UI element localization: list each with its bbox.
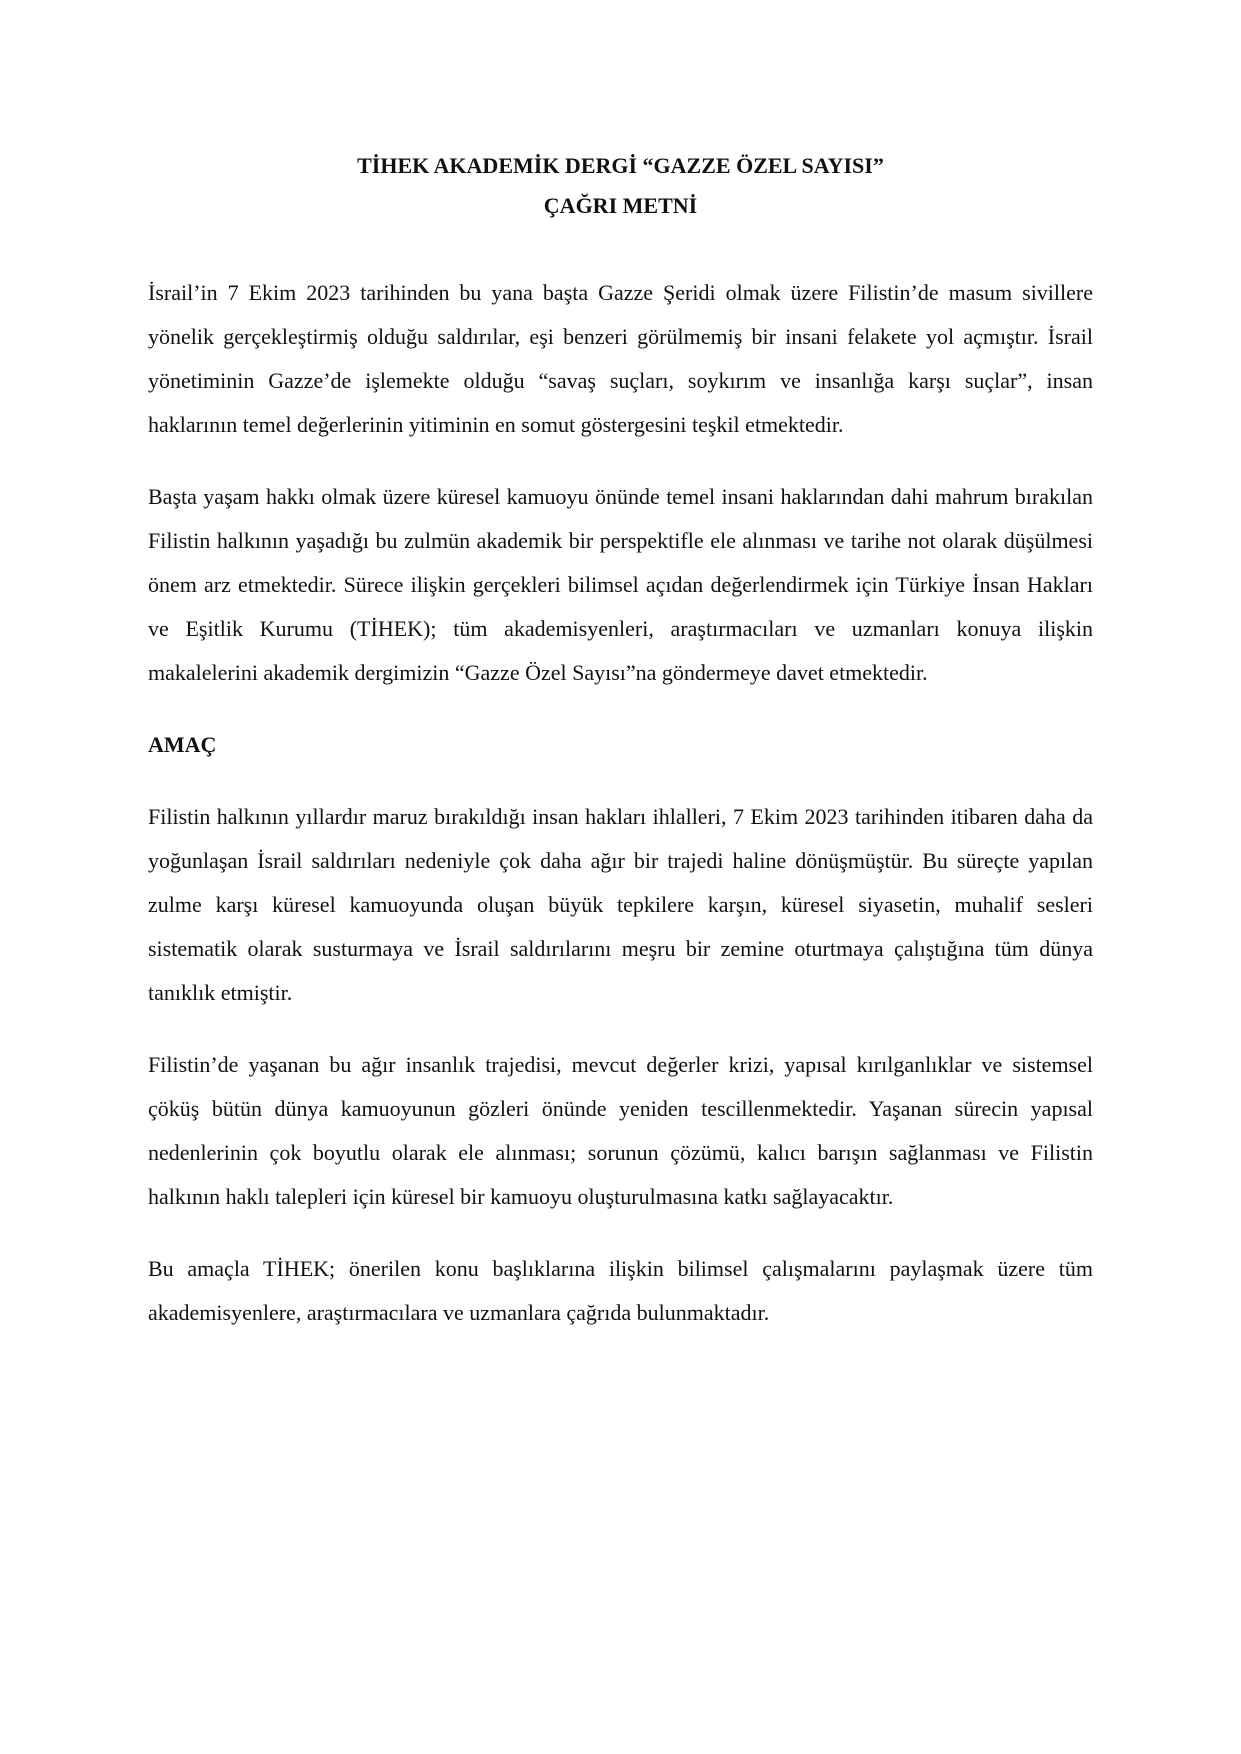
title-line-journal: TİHEK AKADEMİK DERGİ “GAZZE ÖZEL SAYISI” <box>357 153 884 178</box>
document-title <box>148 146 1093 226</box>
section-heading-amac: AMAÇ <box>148 732 217 757</box>
title-line-call: ÇAĞRI METNİ <box>543 193 698 218</box>
amac-paragraph-2: Filistin’de yaşanan bu ağır insanlık trajedisi, mevcut değerler krizi, yapısal kırılganlıklar ve sistemsel çöküş bütün dünya kamuoyunun gözleri önünde yeniden tescillenmektedir. Yaşanan sürecin yapısal nedenlerinin çok boyutlu olarak ele alınması; sorunun çözümü, kalıcı barışın sağlanması ve Filistin halkının haklı talepleri için küresel bir kamuoyu oluşturulmasına katkı sağlayacaktır. <box>148 1052 1093 1209</box>
amac-paragraph-1: Filistin halkının yıllardır maruz bırakıldığı insan hakları ihlalleri, 7 Ekim 2023 tarihinden itibaren daha da yoğunlaşan İsrail saldırıları nedeniyle çok daha ağır bir trajedi haline dönüşmüştür. Bu süreçte yapılan zulme karşı küresel kamuoyunda oluşan büyük tepkilere karşın, küresel siyasetin, muhalif sesleri sistematik olarak susturmaya ve İsrail saldırılarını meşru bir zemine oturtmaya çalıştığına tüm dünya tanıklık etmiştir. <box>148 804 1093 1005</box>
intro-paragraph-1: İsrail’in 7 Ekim 2023 tarihinden bu yana başta Gazze Şeridi olmak üzere Filistin’de masum sivillere yönelik gerçekleştirmiş olduğu saldırılar, eşi benzeri görülmemiş bir insani felakete yol açmıştır. İsrail yönetiminin Gazze’de işlemekte olduğu “savaş suçları, soykırım ve insanlığa karşı suçlar”, insan haklarının temel değerlerinin yitiminin en somut göstergesini teşkil etmektedir. <box>148 280 1093 437</box>
document-body <box>148 271 1093 1363</box>
amac-paragraph-3: Bu amaçla TİHEK; önerilen konu başlıklarına ilişkin bilimsel çalışmalarını paylaşmak üzere tüm akademisyenlere, araştırmacılara ve uzmanlara çağrıda bulunmaktadır. <box>148 1256 1093 1325</box>
intro-paragraph-2: Başta yaşam hakkı olmak üzere küresel kamuoyu önünde temel insani haklarından dahi mahrum bırakılan Filistin halkının yaşadığı bu zulmün akademik bir perspektifle ele alınması ve tarihe not olarak düşülmesi önem arz etmektedir. Sürece ilişkin gerçekleri bilimsel açıdan değerlendirmek için Türkiye İnsan Hakları ve Eşitlik Kurumu (TİHEK); tüm akademisyenleri, araştırmacıları ve uzmanları konuya ilişkin makalelerini akademik dergimizin “Gazze Özel Sayısı”na göndermeye davet etmektedir. <box>148 484 1093 685</box>
